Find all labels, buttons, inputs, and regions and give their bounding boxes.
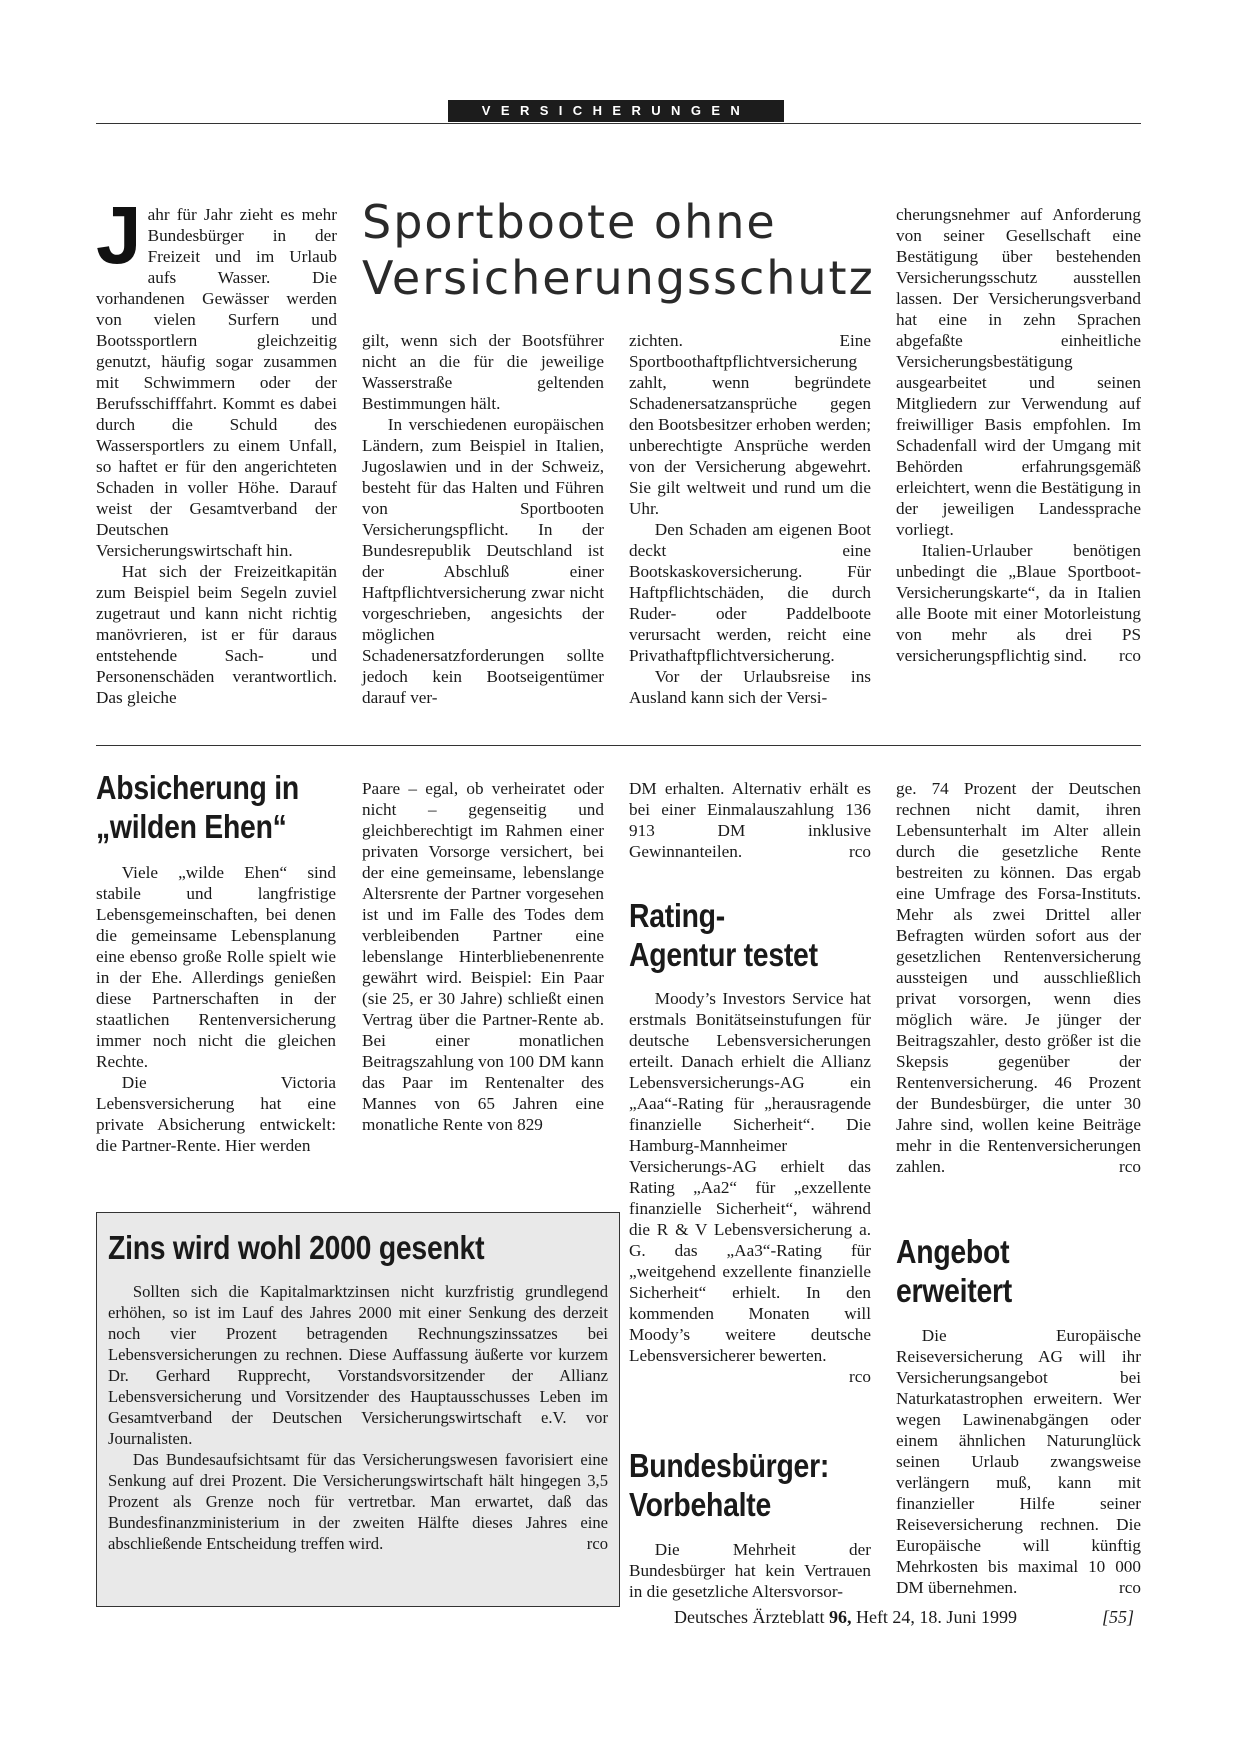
paragraph: Die Mehrheit der Bundesbürger hat kein Vertrauen in die gesetzliche Altersvorsor- <box>629 1540 871 1601</box>
ehen-column-1 <box>96 862 336 1156</box>
bundesbuerger-title: Bundesbürger: Vorbehalte <box>629 1447 830 1523</box>
paragraph: cherungsnehmer auf Anforderung von seiner Gesellschaft eine Bestätigung über bestehenden Versicherungsschutz ausstellen lassen. Der Versicherungsverband hat eine in zehn Sprachen abgefaßte einheitliche Versicherungsbestätigung ausgearbeitet und seinen Mitgliedern zur Verwendung auf freiwilliger Basis empfohlen. Im Schadenfall wird der Umgang mit Behörden erfahrungsgemäß erleichtert, wenn die Bestätigung in der jeweiligen Landessprache vorliegt. <box>896 205 1141 539</box>
zins-text <box>108 1281 608 1554</box>
zins-title: Zins wird wohl 2000 gesenkt <box>108 1229 485 1266</box>
lead-article-column-2 <box>362 330 604 708</box>
lead-article-title: Sportboote ohne Versicherungsschutz <box>362 195 875 305</box>
author-signature: rco <box>849 1367 871 1386</box>
paragraph: Paare – egal, ob verheiratet oder nicht – gegenseitig und gleichberechtigt im Rahmen einer privaten Vorsorge versichert, bei der eine gemeinsame, lebenslange Altersrente der Partner vorgesehen ist und im Falle des Todes dem verbleibenden Partner eine lebenslange Hinterbliebenenrente gewährt wird. Beispiel: Ein Paar (sie 25, er 30 Jahre) schließt einen Vertrag über die Partner-Rente ab. Bei einer monatlichen Beitragszahlung von 100 DM kann das Paar im Rentenalter des Mannes von 65 Jahren eine monatliche Rente von 829 <box>362 779 604 1134</box>
lead-article-column-4 <box>896 204 1141 666</box>
paragraph: In verschiedenen europäischen Ländern, zum Beispiel in Italien, Jugoslawien und in der Schweiz, besteht für das Halten und Führen von Sportbooten Versicherungspflicht. In der Bundesrepublik Deutschland ist der Abschluß einer Haftpflichtversicherung zwar nicht vorgeschrieben, angesichts der möglichen Schadenersatzforderungen sollte jedoch kein Bootseigentümer darauf ver- <box>362 415 604 707</box>
angebot-title: Angebot erweitert <box>896 1233 1012 1309</box>
paragraph: Sollten sich die Kapitalmarktzinsen nicht kurzfristig grundlegend erhöhen, so ist im Lauf des Jahres 2000 mit einer Senkung des derzeit noch vier Prozent betragenden Rechnungszinssatzes bei Lebensversicherungen zu rechnen. Diese Auffassung äußerte vor kurzem Dr. Gerhard Rupprecht, Vorstandsvorsitzender der Allianz Lebensversicherung und Vorsitzender des Hauptausschusses Leben im Gesamtverband der Deutschen Versicherungswirtschaft e.V. vor Journalisten. <box>108 1282 608 1448</box>
paragraph: Viele „wilde Ehen“ sind stabile und langfristige Lebensgemeinschaften, bei denen die gemeinsame Lebensplanung eine ebenso große Rolle spielt wie in der Ehe. Allerdings genießen diese Partnerschaften in der staatlichen Rentenversicherung immer noch nicht die gleichen Rechte. <box>96 863 336 1071</box>
paragraph: ge. 74 Prozent der Deutschen rechnen nicht damit, ihren Lebensunterhalt im Alter allein durch die gesetzliche Rente bestreiten zu können. Das ergab eine Umfrage des Forsa-Instituts. Mehr als zwei Drittel aller Befragten würden sofort aus der gesetzlichen Rentenversicherung aussteigen und ausschließlich privat vorsorgen, wenn dies möglich wäre. Je jünger der Beitragszahler, desto größer ist die Skepsis gegenüber der Rentenversicherung. 46 Prozent der Bundesbürger, die unter 30 Jahre sind, wollen keine Beiträge mehr in die Rentenversicherungen zahlen. rco <box>896 779 1141 1176</box>
paragraph: Vor der Urlaubsreise ins Ausland kann sich der Versi- <box>629 667 871 707</box>
page-footer <box>674 1605 1017 1629</box>
paragraph: DM erhalten. Alternativ erhält es bei einer Einmalauszahlung 136 913 DM inklusive Gewinnanteilen. rco <box>629 779 871 861</box>
paragraph: Das Bundesaufsichtsamt für das Versicherungswesen favorisiert eine Senkung auf drei Prozent. Die Versicherungswirtschaft hält hingegen 3,5 Prozent als Grenze noch für vertretbar. Man erwartet, daß das Bundesfinanzministerium in der zweiten Hälfte dieses Jahres eine abschließende Entscheidung treffen wird. rco <box>108 1450 608 1553</box>
author-signature: rco <box>849 842 871 861</box>
paragraph: Den Schaden am eigenen Boot deckt eine Bootskaskoversicherung. Für Haftpflichtschäden, die durch Ruder- oder Paddelboote verursacht werden, reicht eine Privathaftpflichtversicherung. <box>629 520 871 665</box>
lead-article-column-3 <box>629 330 871 708</box>
paragraph: gilt, wenn sich der Bootsführer nicht an die für die jeweilige Wasserstraße geltenden Bestimmungen hält. <box>362 331 604 413</box>
journal-name: Deutsches Ärzteblatt <box>674 1607 825 1627</box>
section-rubric: VERSICHERUNGEN <box>448 100 784 122</box>
author-signature: rco <box>1119 1578 1141 1597</box>
paragraph-text: Italien-Urlauber benötigen unbedingt die „Blaue Sportboot-Versicherungskarte“, da in Italien alle Boote mit einer Motorleistung von mehr als drei PS versicherungspflichtig sind. <box>896 541 1141 665</box>
author-signature: rco <box>1119 1157 1141 1176</box>
paragraph: ahr für Jahr zieht es mehr Bundesbürger in der Freizeit und im Urlaub aufs Wasser. Die vorhandenen Gewässer werden von vielen Surfern und Bootssportlern gleichzeitig genutzt, häufig sogar zusammen mit Schwimmern oder der Berufsschifffahrt. Kommt es dabei durch die Schuld des Wassersportlers zu einem Unfall, so haftet er für den angerichteten Schaden in voller Höhe. Darauf weist der Gesamtverband der Deutschen Versicherungswirtschaft hin. <box>96 205 337 560</box>
ehen-column-3 <box>629 778 871 862</box>
journal-volume: 96, <box>828 1607 852 1627</box>
paragraph: Moody’s Investors Service hat erstmals Bonitätseinstufungen für deutsche Lebensversicherungen erteilt. Danach erhielt die Allianz Lebensversicherungs-AG ein „Aaa“-Rating für „herausragende finanzielle Sicherheit“. Die Hamburg-Mannheimer Versicherungs-AG erhielt das Rating „Aa2“ für „exzellente finanzielle Sicherheit“, während die R & V Lebensversicherung a. G. das „Aa3“-Rating für „weitgehend exzellente finanzielle Sicherheit“ erhielt. In den kommenden Monaten will Moody’s weitere deutsche Lebensversicherer bewerten. rco <box>629 989 871 1386</box>
journal-issue: Heft 24, 18. Juni 1999 <box>855 1607 1017 1627</box>
paragraph <box>896 540 1141 666</box>
ehen-title: Absicherung in „wilden Ehen“ <box>96 769 299 845</box>
drop-cap: J <box>96 190 142 281</box>
rating-column <box>629 988 871 1387</box>
lead-article-column-1 <box>96 190 337 708</box>
paragraph: Die Europäische Reiseversicherung AG will ihr Versicherungsangebot bei Naturkatastrophen erweitern. Wer wegen Lawinenabgängen oder einem ähnlichen Naturunglück seinen Urlaub zwangsweise verlängern muß, kann mit finanzieller Hilfe seiner Reiseversicherung rechnen. Die Europäische will künftig Mehrkosten bis maximal 10 000 DM übernehmen. rco <box>896 1326 1141 1597</box>
rating-title: Rating- Agentur testet <box>629 897 818 973</box>
author-signature: rco <box>586 1534 608 1553</box>
page-number: [55] <box>1102 1607 1135 1627</box>
bundesbuerger-column-2 <box>896 778 1141 1177</box>
angebot-column <box>896 1325 1141 1598</box>
paragraph: Hat sich der Freizeitkapitän zum Beispiel beim Segeln zuviel zugetraut und kann nicht richtig manövrieren, ist er für daraus entstehende Sach- und Personenschäden verantwortlich. Das gleiche <box>96 562 337 707</box>
paragraph: zichten. Eine Sportboothaftpflichtversicherung zahlt, wenn begründete Schadenersatzansprüche gegen den Bootsbesitzer erhoben werden; unberechtigte Ansprüche werden von der Versicherung abgewehrt. Sie gilt weltweit und rund um die Uhr. <box>629 331 871 518</box>
paragraph: Die Victoria Lebensversicherung hat eine private Absicherung entwickelt: die Partner-Rente. Hier werden <box>96 1073 336 1155</box>
author-signature: rco <box>1119 646 1141 665</box>
ehen-column-2 <box>362 778 604 1135</box>
bundesbuerger-column-1 <box>629 1539 871 1602</box>
top-rule <box>96 123 1141 124</box>
section-divider <box>96 745 1141 746</box>
